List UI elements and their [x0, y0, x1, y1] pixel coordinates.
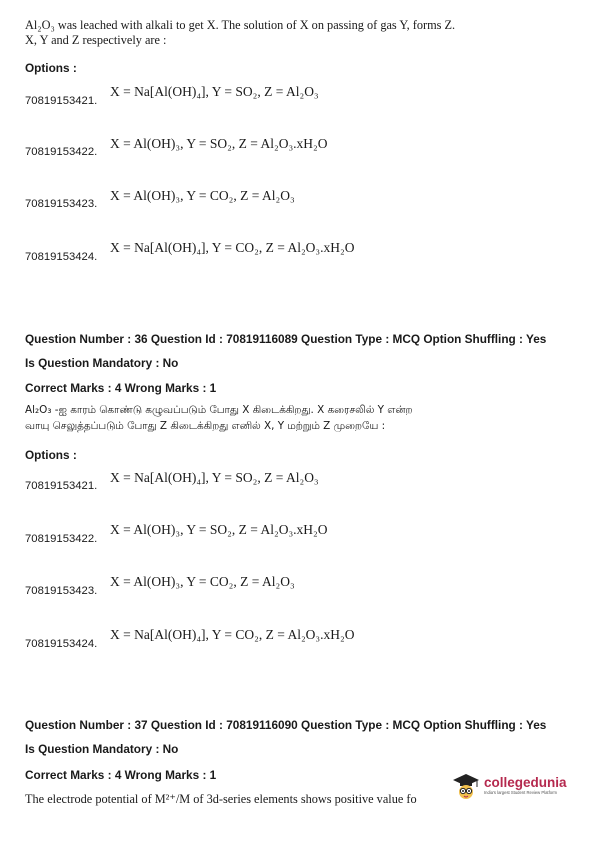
q36-options-label: Options : — [25, 448, 77, 462]
q36-marks: Correct Marks : 4 Wrong Marks : 1 — [25, 381, 217, 395]
q37-marks: Correct Marks : 4 Wrong Marks : 1 — [25, 768, 217, 782]
logo-name: collegedunia — [484, 775, 567, 790]
collegedunia-logo — [452, 772, 567, 800]
q35-option-3-formula: X = Al(OH)₃, Y = CO₂, Z = Al₂O₃ — [110, 188, 295, 203]
q35-option-1-id: 70819153421. — [25, 95, 98, 107]
q36-option-4-id: 70819153424. — [25, 638, 98, 650]
q36-option-3-formula: X = Al(OH)₃, Y = CO₂, Z = Al₂O₃ — [110, 574, 295, 589]
q35-option-3-id: 70819153423. — [25, 198, 98, 210]
q35-option-1-formula: X = Na[Al(OH)₄], Y = SO₂, Z = Al₂O₃ — [110, 84, 319, 99]
graduate-owl-icon — [452, 772, 480, 800]
q35-stem-line2: X, Y and Z respectively are : — [25, 33, 167, 47]
q36-option-1-formula: X = Na[Al(OH)₄], Y = SO₂, Z = Al₂O₃ — [110, 470, 319, 485]
q35-option-2-id: 70819153422. — [25, 146, 98, 158]
q35-options-label: Options : — [25, 61, 77, 75]
logo-tagline: India's largest Student Review Platform — [484, 790, 557, 795]
q37-stem-line1: The electrode potential of M²⁺/M of 3d-series elements shows positive value fo — [25, 792, 417, 806]
q36-option-2-id: 70819153422. — [25, 533, 98, 545]
q36-header: Question Number : 36 Question Id : 70819116089 Question Type : MCQ Option Shuffling : Yes — [25, 332, 547, 346]
q35-option-2-formula: X = Al(OH)₃, Y = SO₂, Z = Al₂O₃.xH₂O — [110, 136, 328, 151]
q35-option-4-id: 70819153424. — [25, 251, 98, 263]
q35-stem-line1: Al₂O₃ was leached with alkali to get X. The solution of X on passing of gas Y, forms Z. — [25, 18, 456, 32]
q36-tamil-stem-line2: வாயு செலுத்தப்படும் போது Z கிடைக்கிறது எனில் X, Y மற்றும் Z முறையே : — [25, 420, 386, 432]
q36-option-1-id: 70819153421. — [25, 480, 98, 492]
q36-mandatory: Is Question Mandatory : No — [25, 356, 179, 370]
q37-mandatory: Is Question Mandatory : No — [25, 742, 179, 756]
q37-header: Question Number : 37 Question Id : 70819116090 Question Type : MCQ Option Shuffling : Yes — [25, 718, 547, 732]
q36-option-2-formula: X = Al(OH)₃, Y = SO₂, Z = Al₂O₃.xH₂O — [110, 522, 328, 537]
q35-option-4-formula: X = Na[Al(OH)₄], Y = CO₂, Z = Al₂O₃.xH₂O — [110, 240, 355, 255]
q36-tamil-stem-line1: Al₂O₃ -ஐ காரம் கொண்டு கழுவப்படும் போது X கிடைக்கிறது. X கரைசலில் Y என்ற — [25, 404, 413, 416]
q36-option-4-formula: X = Na[Al(OH)₄], Y = CO₂, Z = Al₂O₃.xH₂O — [110, 627, 355, 642]
q36-option-3-id: 70819153423. — [25, 585, 98, 597]
